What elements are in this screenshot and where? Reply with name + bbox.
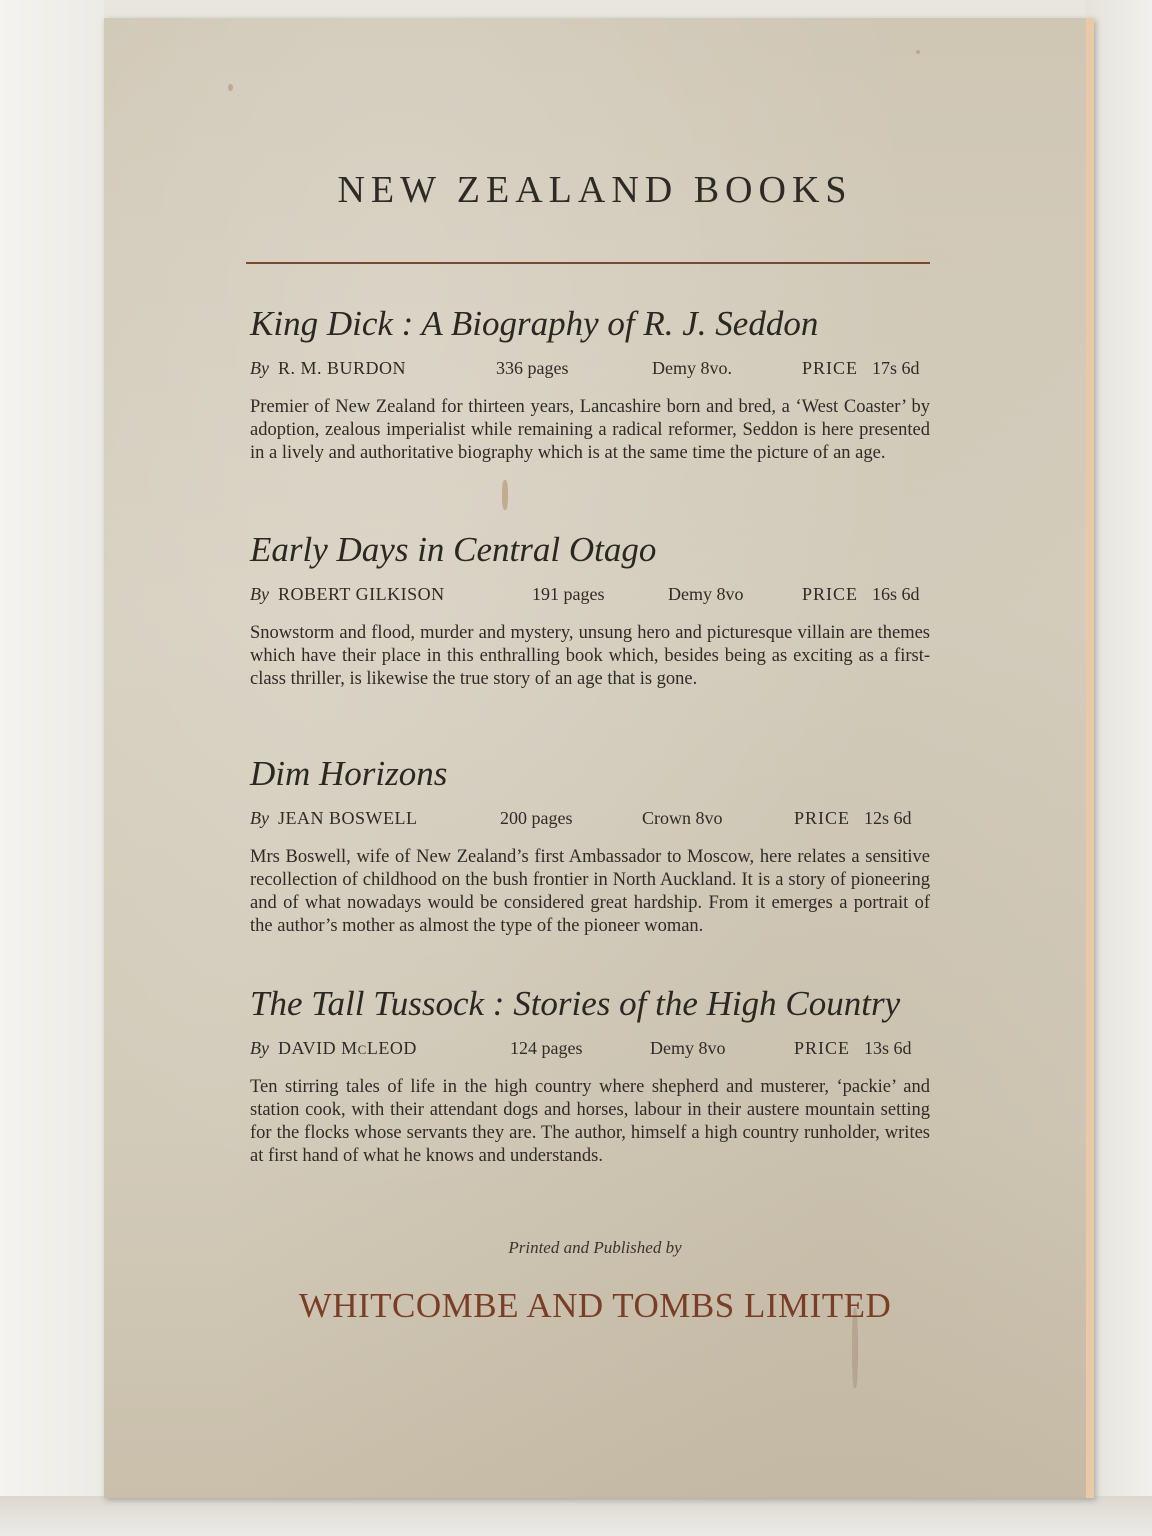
cover-content [104, 18, 1086, 1498]
publisher-name: WHITCOMBE AND TOMBS LIMITED [298, 1286, 892, 1325]
book-description: Mrs Boswell, wife of New Zealand’s first Ambassador to Moscow, here relates a sensitive recollection of childhood on the bush frontier in North Auckland. It is a story of pioneering and of what nowadays would be considered great hardship. From it emerges a portrait of the author’s mother as almost the type of the pioneer woman. [250, 847, 930, 936]
book-description: Snowstorm and flood, murder and mystery, unsung hero and picturesque villain are themes which have their place in this enthralling book which, besides being as exciting as a first-class thriller, is likewise the true story of an age that is gone. [250, 623, 930, 689]
title-rule [246, 262, 930, 264]
book-pages: 200 pages [500, 808, 573, 828]
book-meta [250, 808, 930, 836]
wear-mark [916, 50, 920, 54]
book-format: Demy 8vo. [652, 358, 732, 378]
by-label: By [250, 1038, 269, 1058]
book-pages: 124 pages [510, 1038, 583, 1058]
book-description: Ten stirring tales of life in the high country where shepherd and musterer, ‘packie’ and station cook, with their attendant dogs and horses, labour in their austere mountain setting for the flocks whose servants they are. The author, himself a high country runholder, writes at first hand of what he knows and understands. [250, 1077, 930, 1166]
book-format: Demy 8vo [650, 1038, 726, 1058]
book-price: 17s 6d [872, 358, 920, 378]
book-title: King Dick : A Biography of R. J. Seddon [250, 304, 819, 343]
book-author: R. M. BURDON [278, 358, 407, 378]
book-meta [250, 584, 930, 612]
book-title: Early Days in Central Otago [250, 530, 657, 569]
book-back-cover [104, 18, 1094, 1498]
backdrop-left [0, 0, 104, 1536]
book-price: 13s 6d [864, 1038, 912, 1058]
by-label: By [250, 808, 269, 828]
book-entry [250, 984, 930, 1168]
printed-by-note: Printed and Published by [508, 1238, 682, 1257]
backdrop-bottom [0, 1496, 1152, 1536]
book-format: Crown 8vo [642, 808, 723, 828]
book-meta [250, 358, 930, 386]
book-pages: 191 pages [532, 584, 605, 604]
wear-mark [502, 480, 508, 510]
by-label: By [250, 584, 269, 604]
book-entry [250, 754, 930, 938]
wear-mark [228, 84, 233, 91]
backdrop-right [1086, 0, 1152, 1536]
book-entry [250, 304, 930, 465]
book-author: ROBERT GILKISON [278, 584, 445, 604]
book-author: JEAN BOSWELL [278, 808, 418, 828]
price-label: PRICE [794, 808, 851, 828]
by-label: By [250, 358, 269, 378]
price-label: PRICE [802, 358, 859, 378]
book-entry [250, 530, 930, 691]
book-title: Dim Horizons [250, 754, 448, 793]
book-author: DAVID McLEOD [278, 1038, 417, 1058]
book-format: Demy 8vo [668, 584, 744, 604]
page-title: NEW ZEALAND BOOKS [337, 169, 853, 211]
price-label: PRICE [802, 584, 859, 604]
book-title: The Tall Tussock : Stories of the High Country [250, 984, 901, 1023]
book-price: 16s 6d [872, 584, 920, 604]
book-description: Premier of New Zealand for thirteen years, Lancashire born and bred, a ‘West Coaster’ by adoption, zealous imperialist while remaining a radical reformer, Seddon is here presented in a lively and authoritative biography which is at the same time the picture of an age. [250, 397, 930, 463]
book-pages: 336 pages [496, 358, 569, 378]
price-label: PRICE [794, 1038, 851, 1058]
book-price: 12s 6d [864, 808, 912, 828]
book-meta [250, 1038, 930, 1066]
